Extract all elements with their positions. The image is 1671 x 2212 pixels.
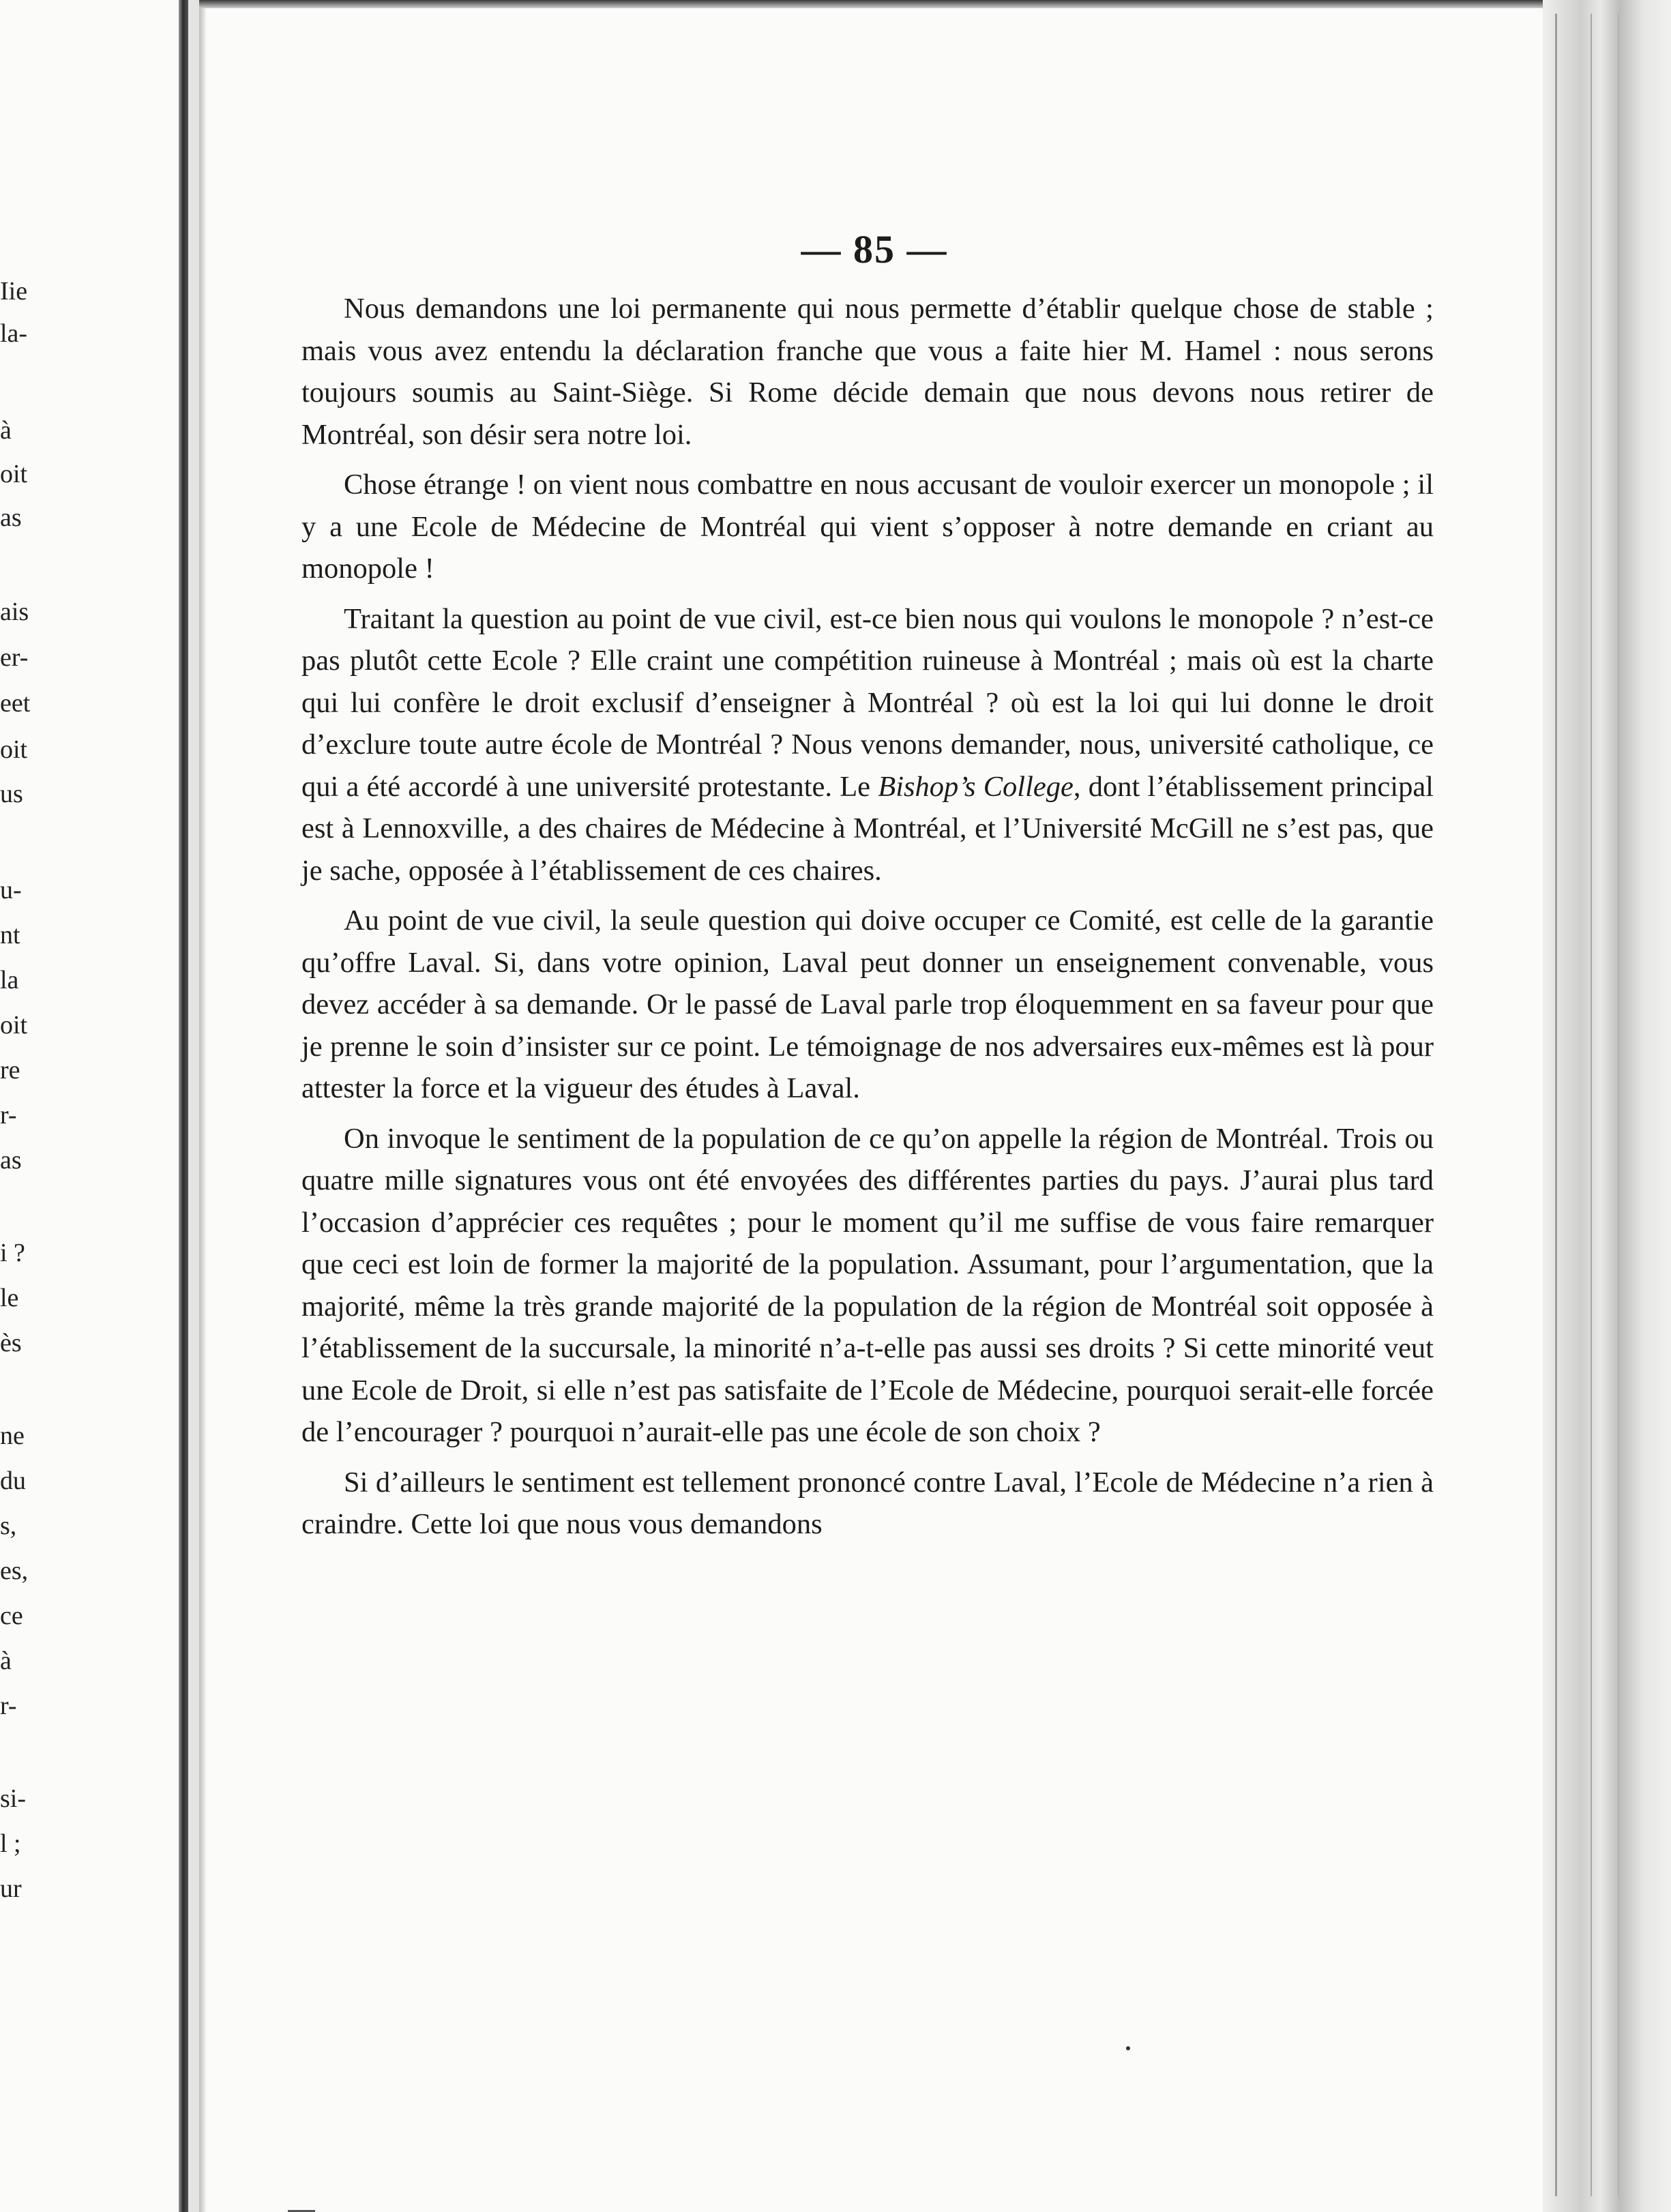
paragraph: Si d’ailleurs le sentiment est tellement prononcé contre Laval, l’Ecole de Médecine n’a rien à craindre. Cette loi que nous vous demandons	[301, 1466, 1434, 1540]
left-page-line: à	[0, 416, 12, 445]
left-page-line: ais	[0, 598, 29, 626]
left-page-line: as	[0, 1146, 22, 1175]
paragraph-text: , dont l’établissement principal est à Lennoxville, a des chaires de Médecine à Montréal, et l’Université McGill ne s’est pas, que je sache, opposée à l’établissement de ces chaires.	[301, 770, 1434, 887]
page-body	[301, 288, 1434, 1550]
left-page-line: es,	[0, 1557, 29, 1585]
previous-page-fragment	[0, 0, 198, 2212]
left-page-line: r-	[0, 1692, 17, 1720]
scan-speck	[1126, 2046, 1130, 2050]
left-page-line: la-	[0, 319, 28, 348]
left-page-line: le	[0, 1284, 19, 1312]
left-page-line: l ;	[0, 1829, 21, 1858]
paragraph: On invoque le sentiment de la population de ce qu’on appelle la région de Montréal. Trois ou quatre mille signatures vous ont été envoyées des différentes parties du pays. J’aurai plus tard l’occasion d’apprécier ces requêtes ; pour le moment qu’il me suffise de vous faire remarquer que ceci est loin de former la majorité de la population. Assumant, pour l’argumentation, que la majorité, même la très grande majorité de la population de la région de Montréal soit opposée à l’établissement de la succursale, la minorité n’a-t-elle pas aussi ses droits ? Si cette minorité veut une Ecole de Droit, si elle n’est pas satisfaite de l’Ecole de Médecine, pourquoi serait-elle forcée de l’encourager ? pourquoi n’aurait-elle pas une école de son choix ?	[301, 1122, 1434, 1448]
left-page-line: s,	[0, 1511, 17, 1540]
left-page-line: si-	[0, 1784, 26, 1813]
left-page-line: r-	[0, 1101, 17, 1130]
left-page-line: du	[0, 1466, 26, 1495]
edge-line	[1618, 14, 1619, 2196]
left-page-line: i ?	[0, 1239, 25, 1267]
left-page-line: oit	[0, 735, 28, 764]
left-page-line: nt	[0, 921, 20, 949]
left-page-line: ès	[0, 1329, 22, 1357]
left-page-line: re	[0, 1056, 20, 1085]
college-name-italic: Bishop’s College	[878, 770, 1074, 803]
book-gutter	[188, 0, 199, 2212]
left-page-line: oit	[0, 1011, 28, 1039]
paragraph: Chose étrange ! on vient nous combattre en nous accusant de vouloir exercer un monopole ; il y a une Ecole de Médecine de Montréal qui vient s’opposer à notre demande en criant au monopole !	[301, 469, 1434, 585]
paragraph: Nous demandons une loi permanente qui nous permette d’établir quelque chose de stable ; mais vous avez entendu la déclaration franche que vous a faite hier M. Hamel : nous serons toujours soumis au Saint-Siège. Si Rome décide demain que nous devons nous retirer de Montréal, son désir sera notre loi.	[301, 293, 1434, 451]
scanned-page	[206, 8, 1543, 2212]
left-page-line: ne	[0, 1421, 25, 1450]
left-page-line: us	[0, 780, 23, 808]
book-gutter-shadow	[179, 0, 188, 2212]
left-page-line: ce	[0, 1602, 23, 1630]
paragraph: Au point de vue civil, la seule question qui doive occuper ce Comité, est celle de la garantie qu’offre Laval. Si, dans votre opinion, Laval peut donner un enseignement convenable, vous devez accéder à sa demande. Or le passé de Laval parle trop éloquemment en sa faveur pour que je prenne le soin d’insister sur ce point. Le témoignage de nos adversaires eux-mêmes est là pour attester la force et la vigueur des études à Laval.	[301, 904, 1434, 1104]
page-number: — 85 —	[801, 227, 948, 271]
left-page-line: Iie	[0, 277, 28, 306]
left-page-line: ur	[0, 1874, 22, 1903]
left-page-line: oit	[0, 460, 28, 488]
left-page-line: à	[0, 1647, 12, 1675]
edge-line	[1591, 14, 1592, 2196]
left-page-line: er-	[0, 643, 29, 672]
paragraph	[301, 598, 1434, 892]
page-edge-shadow	[199, 0, 206, 2212]
left-page-line: as	[0, 503, 22, 532]
edge-line	[1555, 14, 1557, 2196]
top-edge-shadow	[199, 0, 1671, 8]
left-page-line: la	[0, 966, 19, 994]
paragraph-text: Traitant la question au point de vue civil, est-ce bien nous qui voulons le monopole ? n’est-ce pas plutôt cette Ecole ? Elle craint une compétition ruineuse à Montréal ; mais où est la charte qui lui confère le droit exclusif d’enseigner à Montréal ? où est la loi qui lui donne le droit d’exclure toute autre école de Montréal ? Nous venons demander, nous, université catholique, ce qui a été accordé à une université protestante. Le	[301, 602, 1434, 803]
left-page-line: u-	[0, 876, 22, 904]
right-page-edge	[1543, 0, 1671, 2212]
left-page-line: eet	[0, 689, 31, 718]
